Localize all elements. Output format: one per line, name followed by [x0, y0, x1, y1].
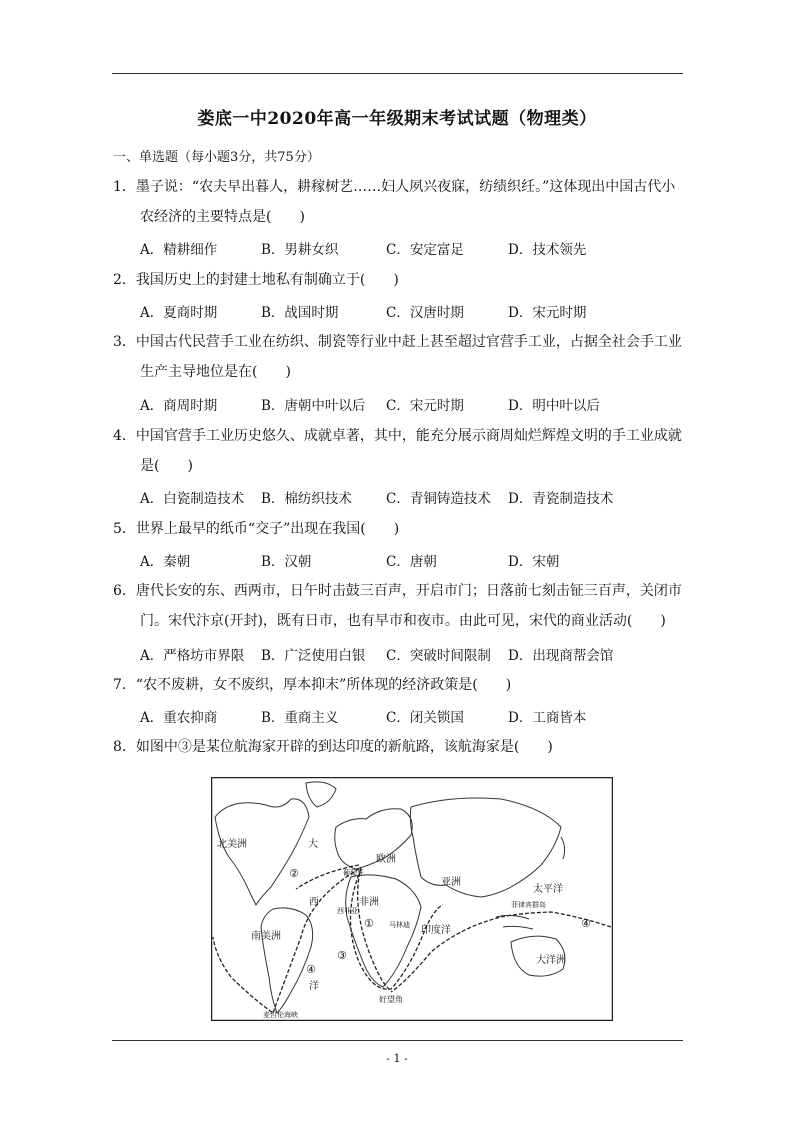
option-b[interactable]: B．男耕女织	[261, 242, 339, 258]
page-title: 娄底一中2020年高一年级期末考试试题（物理类）	[197, 109, 597, 129]
label-yang: 洋	[309, 981, 319, 992]
label-pacific: 太平洋	[533, 884, 563, 895]
header-rule	[112, 73, 683, 74]
option-d[interactable]: D．出现商帮会馆	[508, 648, 614, 664]
question-6	[113, 576, 688, 636]
option-d[interactable]: D．技术领先	[508, 242, 587, 258]
option-d[interactable]: D．宋元时期	[508, 305, 587, 321]
label-magellan: 麦哲伦海峡	[263, 1011, 298, 1019]
label-asia: 亚洲	[441, 877, 461, 888]
question-number: 1．	[113, 179, 136, 195]
option-c[interactable]: C．突破时间限制	[386, 648, 491, 664]
question-stem-cont: 农经济的主要特点是( )	[140, 209, 305, 225]
option-b[interactable]: B．唐朝中叶以后	[261, 398, 366, 414]
option-b[interactable]: B．棉纺织技术	[261, 491, 352, 507]
option-c[interactable]: C．宋元时期	[386, 398, 464, 414]
option-c[interactable]: C．安定富足	[386, 242, 464, 258]
option-d[interactable]: D．宋朝	[508, 554, 560, 570]
option-a[interactable]: A．白瓷制造技术	[140, 491, 245, 507]
section-heading: 一、单选题（每小题3分，共75分）	[113, 150, 320, 165]
route-mark-1: ①	[364, 917, 374, 930]
option-d[interactable]: D．工商皆本	[508, 710, 587, 726]
option-d[interactable]: D．明中叶以后	[508, 398, 600, 414]
route-mark-3: ③	[337, 949, 347, 962]
option-c[interactable]: C．汉唐时期	[386, 305, 464, 321]
route-mark-4a: ④	[306, 963, 316, 976]
question-5	[113, 514, 688, 544]
option-a[interactable]: A．精耕细作	[140, 242, 218, 258]
question-stem-cont: 是( )	[140, 458, 193, 474]
question-stem: 我国历史上的封建土地私有制确立于( )	[135, 272, 399, 288]
option-b[interactable]: B．战国时期	[261, 305, 339, 321]
option-b[interactable]: B．汉朝	[261, 554, 312, 570]
question-number: 2．	[113, 272, 136, 288]
label-portugal: 葡萄牙	[343, 869, 364, 877]
question-3	[113, 327, 688, 387]
option-d[interactable]: D．青瓷制造技术	[508, 491, 614, 507]
question-stem-cont: 门。宋代汴京(开封)，既有日市，也有早市和夜市。由此可见，宋代的商业活动( )	[140, 613, 666, 629]
question-stem: 墨子说：“农夫早出暮人，耕稼树艺……妇人夙兴夜寐，纺绩织纴。”这体现出中国古代小	[135, 179, 676, 195]
question-number: 4．	[113, 428, 136, 444]
route-mark-2: ②	[289, 867, 299, 880]
label-philippines: 菲律宾群岛	[511, 901, 546, 909]
footer-rule	[112, 1040, 683, 1041]
question-stem: 中国古代民营手工业在纺织、制瓷等行业中赶上甚至超过官营手工业，占据全社会手工业	[135, 334, 682, 350]
question-number: 8．	[113, 739, 136, 755]
option-a[interactable]: A．严格坊市界限	[140, 648, 245, 664]
question-number: 3．	[113, 334, 136, 350]
label-africa: 非洲	[359, 897, 379, 908]
label-europe: 欧洲	[376, 854, 396, 865]
map-frame	[212, 778, 613, 1021]
world-map-figure	[211, 777, 613, 1021]
question-stem-cont: 生产主导地位是在( )	[140, 364, 291, 380]
page-number: - 1 -	[386, 1052, 408, 1065]
route-mark-4b: ④	[581, 917, 591, 930]
question-8	[113, 732, 688, 762]
label-da: 大	[308, 839, 318, 850]
label-xi: 西	[309, 897, 319, 908]
label-north-america: 北美洲	[217, 839, 247, 850]
question-stem: 如图中③是某位航海家开辟的到达印度的新航路，该航海家是( )	[135, 739, 553, 755]
question-stem: 世界上最早的纸币“交子”出现在我国( )	[135, 521, 400, 537]
option-c[interactable]: C．闭关锁国	[386, 710, 464, 726]
label-west-africa: 西非亚	[337, 907, 358, 915]
label-south-america: 南美洲	[251, 931, 281, 942]
option-a[interactable]: A．夏商时期	[140, 305, 218, 321]
label-oceania: 大洋洲	[536, 955, 566, 966]
option-c[interactable]: C．青铜铸造技术	[386, 491, 491, 507]
option-b[interactable]: B．重商主义	[261, 710, 339, 726]
question-stem: “农不废耕，女不废织，厚本抑末”所体现的经济政策是( )	[135, 677, 512, 693]
question-number: 7．	[113, 677, 136, 693]
label-indian-ocean: 印度洋	[421, 925, 451, 936]
option-c[interactable]: C．唐朝	[386, 554, 437, 570]
question-stem: 中国官营手工业历史悠久、成就卓著，其中，能充分展示商周灿烂辉煌文明的手工业成就	[135, 428, 682, 444]
question-4	[113, 421, 688, 481]
option-a[interactable]: A．重农抑商	[140, 710, 218, 726]
question-2	[113, 265, 688, 295]
option-a[interactable]: A．商周时期	[140, 398, 218, 414]
question-number: 5．	[113, 521, 136, 537]
option-b[interactable]: B．广泛使用白银	[261, 648, 366, 664]
question-number: 6．	[113, 583, 136, 599]
question-1	[113, 172, 688, 232]
label-cape: 好望角	[379, 995, 403, 1004]
question-7	[113, 670, 688, 700]
question-stem: 唐代长安的东、西两市，日午时击鼓三百声，开启市门；日落前七刻击钲三百声，关闭市	[135, 583, 682, 599]
label-malindi: 马林迪	[389, 921, 410, 929]
option-a[interactable]: A．秦朝	[140, 554, 191, 570]
